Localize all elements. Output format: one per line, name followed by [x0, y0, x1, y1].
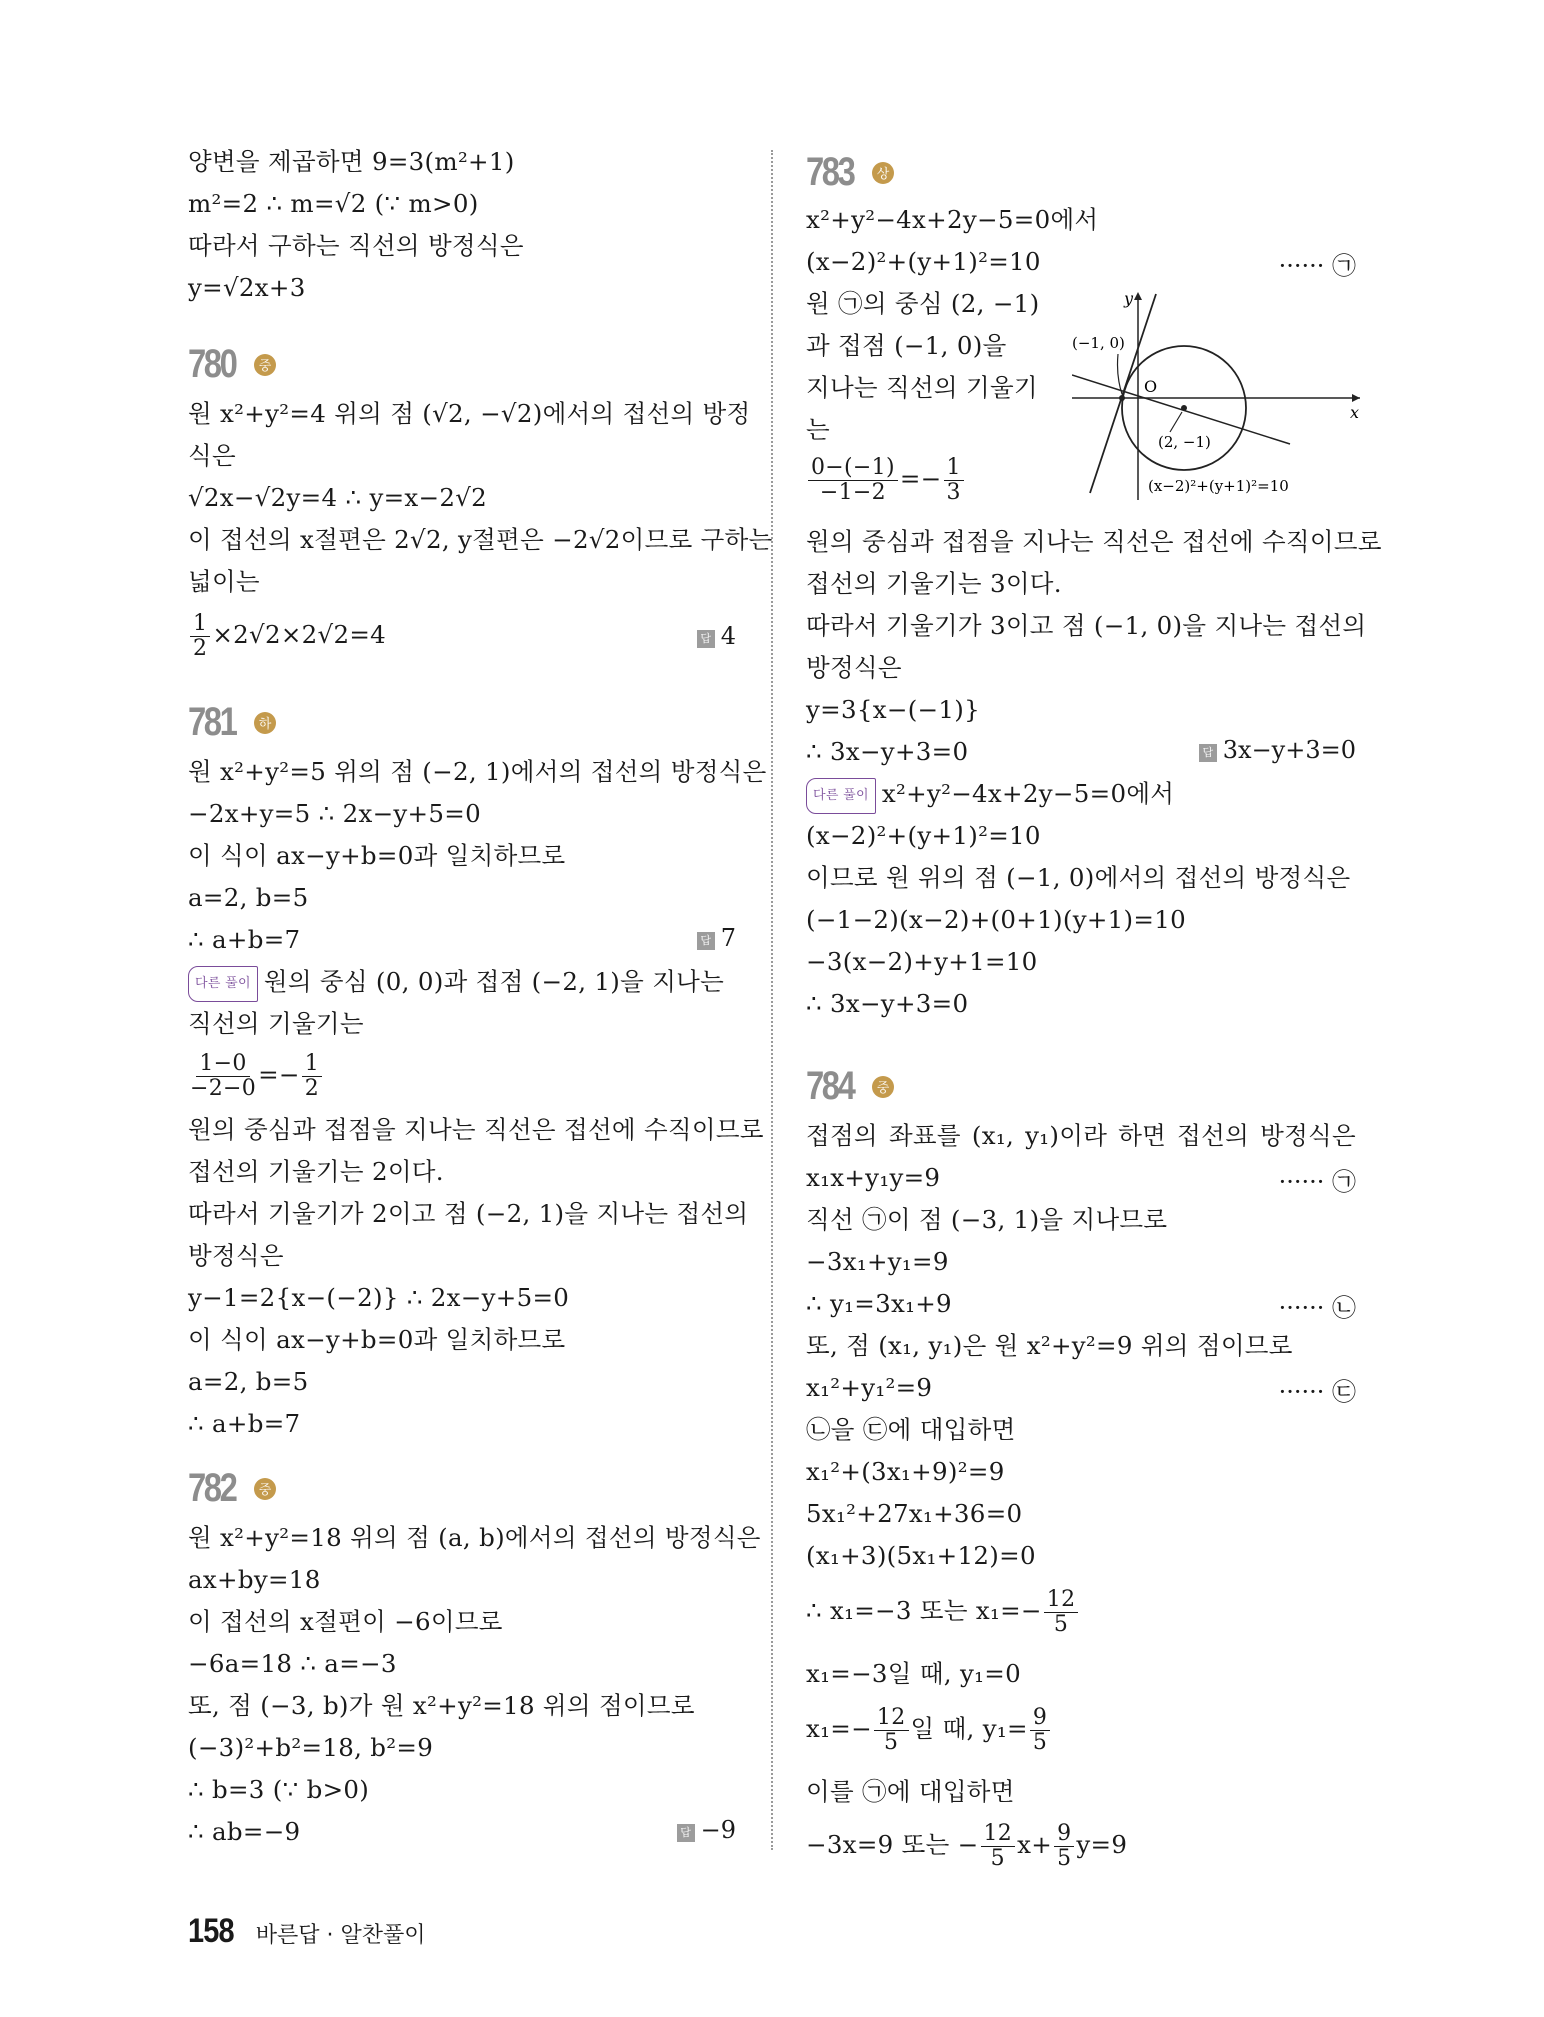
- fraction: [1054, 1822, 1074, 1871]
- numerator: 1: [190, 612, 210, 637]
- fraction-line: [806, 1822, 1127, 1871]
- fraction-line: [188, 1052, 324, 1101]
- text: ∴ x₁=−3 또는 x₁=−: [806, 1596, 1042, 1625]
- problem-780-header: [188, 342, 276, 387]
- tangent-point-label: (−1, 0): [1072, 334, 1125, 352]
- text-line: (x−2)²+(y+1)²=10: [806, 247, 1041, 276]
- numerator: 0−(−1): [808, 456, 898, 481]
- answer-mark-icon: 답: [697, 630, 715, 648]
- text-line: 이 식이 ax−y+b=0과 일치하므로: [188, 1325, 566, 1354]
- equation-tag: ······ ㉡: [1278, 1294, 1356, 1322]
- level-badge: 중: [872, 1076, 894, 1098]
- page-footer: [188, 1912, 425, 1951]
- text-line: 직선 ㉠이 점 (−3, 1)을 지나므로: [806, 1205, 1168, 1234]
- answer-value: 7: [720, 924, 736, 952]
- text-line: y=√2x+3: [188, 273, 306, 302]
- numerator: 1−0: [196, 1052, 249, 1077]
- text-line: 또, 점 (−3, b)가 원 x²+y²=18 위의 점이므로: [188, 1691, 695, 1720]
- problem-783-header: [806, 150, 894, 195]
- text-line: ax+by=18: [188, 1565, 321, 1594]
- text-line: 이 접선의 x절편은 2√2, y절편은 −2√2이므로 구하는: [188, 525, 773, 554]
- denominator: 3: [946, 480, 961, 505]
- denominator: 5: [990, 1846, 1005, 1871]
- problem-number: 780: [188, 342, 236, 386]
- text-line: 원 x²+y²=18 위의 점 (a, b)에서의 접선의 방정식은: [188, 1523, 761, 1552]
- center-label: (2, −1): [1158, 433, 1211, 451]
- answer-value: 4: [720, 622, 736, 650]
- problem-782-header: [188, 1466, 276, 1511]
- alt-solution-badge: 다른 풀이: [188, 966, 258, 1002]
- fraction-line: [806, 1588, 1080, 1637]
- denominator: 5: [1053, 1612, 1069, 1637]
- fraction: [190, 1052, 256, 1101]
- fraction: [944, 456, 964, 505]
- text-line: m²=2 ∴ m=√2 (∵ m>0): [188, 189, 479, 218]
- text: 일 때, y₁=: [910, 1714, 1028, 1743]
- text-line: 이 접선의 x절편이 −6이므로: [188, 1607, 503, 1636]
- x-axis-arrow-icon: [1352, 394, 1360, 402]
- fraction: [1044, 1588, 1079, 1637]
- answer: [697, 622, 736, 650]
- numerator: 9: [1030, 1706, 1050, 1731]
- text-line: (x₁+3)(5x₁+12)=0: [806, 1541, 1036, 1570]
- text: x²+y²−4x+2y−5=0에서: [881, 779, 1175, 808]
- denominator: 5: [1057, 1846, 1072, 1871]
- page-number: 158: [188, 1912, 234, 1950]
- text-line: ∴ y₁=3x₁+9: [806, 1289, 952, 1318]
- denominator: 5: [1032, 1730, 1048, 1755]
- text-line: −3(x−2)+y+1=10: [806, 947, 1038, 976]
- circle-equation-label: (x−2)²+(y+1)²=10: [1148, 477, 1289, 495]
- equation: ×2√2×2√2=4: [212, 620, 387, 649]
- problem-number: 781: [188, 700, 236, 744]
- text-line: 5x₁²+27x₁+36=0: [806, 1499, 1023, 1528]
- denominator: −1−2: [819, 480, 886, 505]
- denominator: 5: [884, 1730, 899, 1755]
- text: −3x=9 또는 −: [806, 1830, 979, 1859]
- problem-784-header: [806, 1064, 894, 1109]
- text-line: 넓이는: [188, 567, 260, 596]
- answer-mark-icon: 답: [677, 1824, 695, 1842]
- denominator: 2: [193, 636, 208, 661]
- origin-label: O: [1144, 377, 1158, 396]
- text-line: 원 x²+y²=5 위의 점 (−2, 1)에서의 접선의 방정식은: [188, 757, 767, 786]
- numerator: 12: [981, 1822, 1016, 1847]
- text: y=9: [1076, 1830, 1128, 1859]
- center-pointer: [1170, 412, 1182, 432]
- text-line: a=2, b=5: [188, 1367, 309, 1396]
- text-line: y=3{x−(−1)}: [806, 695, 981, 724]
- text-line: 직선의 기울기는: [188, 1009, 364, 1038]
- text-line: 따라서 구하는 직선의 방정식은: [188, 231, 524, 260]
- text-line: ∴ b=3 (∵ b>0): [188, 1775, 370, 1804]
- equation-tag: ······ ㉢: [1278, 1378, 1356, 1406]
- text-line: 과 접점 (−1, 0)을: [806, 331, 1007, 360]
- numerator: 12: [1044, 1588, 1079, 1613]
- fraction: [1030, 1706, 1050, 1755]
- problem-781-header: [188, 700, 276, 745]
- text-line: 접선의 기울기는 2이다.: [188, 1157, 444, 1186]
- text-line: 원 x²+y²=4 위의 점 (√2, −√2)에서의 접선의 방정: [188, 399, 751, 428]
- text-line: 방정식은: [806, 653, 902, 682]
- problem-number: 782: [188, 1466, 236, 1510]
- fraction: [874, 1706, 909, 1755]
- text-line: (−3)²+b²=18, b²=9: [188, 1733, 434, 1762]
- text-line: 는: [806, 415, 830, 444]
- level-badge: 하: [254, 712, 276, 734]
- label-pointer: [1118, 354, 1123, 394]
- text-line: x₁=−3일 때, y₁=0: [806, 1659, 1021, 1688]
- text: x+: [1017, 1830, 1053, 1859]
- equals: =−: [899, 464, 942, 493]
- text-line: x₁²+(3x₁+9)²=9: [806, 1457, 1005, 1486]
- fraction: [302, 1052, 322, 1101]
- level-badge: 중: [254, 1478, 276, 1500]
- answer-value: −9: [700, 1816, 736, 1844]
- denominator: 2: [304, 1076, 320, 1101]
- x-axis-label: x: [1350, 403, 1360, 422]
- text-line: 양변을 제곱하면 9=3(m²+1): [188, 147, 515, 176]
- text-line: ∴ a+b=7: [188, 1409, 301, 1438]
- text-line: −6a=18 ∴ a=−3: [188, 1649, 397, 1678]
- text-line: 지나는 직선의 기울기: [806, 373, 1038, 402]
- alt-solution-line: [806, 778, 1174, 814]
- problem-number: 784: [806, 1064, 854, 1108]
- text-line: −2x+y=5 ∴ 2x−y+5=0: [188, 799, 481, 828]
- text-line: 접점의 좌표를 (x₁, y₁)이라 하면 접선의 방정식은: [806, 1121, 1356, 1150]
- text-line: (x−2)²+(y+1)²=10: [806, 821, 1041, 850]
- level-badge: 중: [254, 354, 276, 376]
- answer: [677, 1816, 736, 1844]
- text-line: x₁x+y₁y=9: [806, 1163, 941, 1192]
- text-line: 따라서 기울기가 2이고 점 (−2, 1)을 지나는 접선의: [188, 1199, 749, 1228]
- text-line: 접선의 기울기는 3이다.: [806, 569, 1062, 598]
- equation-tag: ······ ㉠: [1278, 1168, 1356, 1196]
- text-line: ∴ 3x−y+3=0: [806, 989, 969, 1018]
- alt-solution-badge: 다른 풀이: [806, 778, 876, 814]
- text-line: 식은: [188, 441, 236, 470]
- fraction: [808, 456, 898, 505]
- text-line: 또, 점 (x₁, y₁)은 원 x²+y²=9 위의 점이므로: [806, 1331, 1293, 1360]
- numerator: 1: [944, 456, 964, 481]
- text-line: x²+y²−4x+2y−5=0에서: [806, 205, 1099, 234]
- text-line: 원의 중심과 접점을 지나는 직선은 접선에 수직이므로: [806, 527, 1382, 556]
- text-line: ∴ 3x−y+3=0: [806, 737, 969, 766]
- text-line: (−1−2)(x−2)+(0+1)(y+1)=10: [806, 905, 1187, 934]
- text-line: y−1=2{x−(−2)} ∴ 2x−y+5=0: [188, 1283, 570, 1312]
- problem-number: 783: [806, 150, 854, 194]
- text: 원의 중심 (0, 0)과 접점 (−2, 1)을 지나는: [263, 967, 725, 996]
- text-line: ∴ a+b=7: [188, 925, 301, 954]
- tangent-line-graph: [1072, 280, 1362, 510]
- level-badge: 상: [872, 162, 894, 184]
- numerator: 1: [302, 1052, 322, 1077]
- equation-tag: ······ ㉠: [1278, 252, 1356, 280]
- answer-value: 3x−y+3=0: [1222, 736, 1356, 764]
- text-line: 이므로 원 위의 점 (−1, 0)에서의 접선의 방정식은: [806, 863, 1351, 892]
- text-line: 이 식이 ax−y+b=0과 일치하므로: [188, 841, 566, 870]
- text-line: 따라서 기울기가 3이고 점 (−1, 0)을 지나는 접선의: [806, 611, 1367, 640]
- text-line: 원의 중심과 접점을 지나는 직선은 접선에 수직이므로: [188, 1115, 764, 1144]
- text-line: a=2, b=5: [188, 883, 309, 912]
- answer: [1199, 736, 1356, 764]
- fraction-line: [806, 1706, 1052, 1755]
- denominator: −2−0: [190, 1076, 257, 1101]
- fraction: [981, 1822, 1016, 1871]
- text-line: √2x−√2y=4 ∴ y=x−2√2: [188, 483, 488, 512]
- text-line: −3x₁+y₁=9: [806, 1247, 949, 1276]
- text: x₁=−: [806, 1714, 872, 1743]
- y-axis-label: y: [1124, 289, 1134, 308]
- text-line: 원 ㉠의 중심 (2, −1): [806, 289, 1040, 318]
- text-line: x₁²+y₁²=9: [806, 1373, 933, 1402]
- alt-solution-line: [188, 966, 736, 1002]
- text-line: 이를 ㉠에 대입하면: [806, 1777, 1015, 1806]
- fraction: [190, 612, 210, 661]
- text-line: ∴ ab=−9: [188, 1817, 301, 1846]
- equals: =−: [258, 1060, 300, 1089]
- fraction-line: [188, 612, 386, 661]
- fraction-line: [806, 456, 966, 505]
- numerator: 9: [1054, 1822, 1074, 1847]
- y-axis-arrow-icon: [1134, 292, 1142, 300]
- column-divider: [771, 150, 773, 1850]
- answer-mark-icon: 답: [697, 932, 715, 950]
- answer-mark-icon: 답: [1199, 744, 1217, 762]
- text-line: 방정식은: [188, 1241, 284, 1270]
- numerator: 12: [874, 1706, 909, 1731]
- text-line: ㉡을 ㉢에 대입하면: [806, 1415, 1016, 1444]
- footer-label: 바른답 · 알찬풀이: [255, 1923, 426, 1948]
- answer: [697, 924, 736, 952]
